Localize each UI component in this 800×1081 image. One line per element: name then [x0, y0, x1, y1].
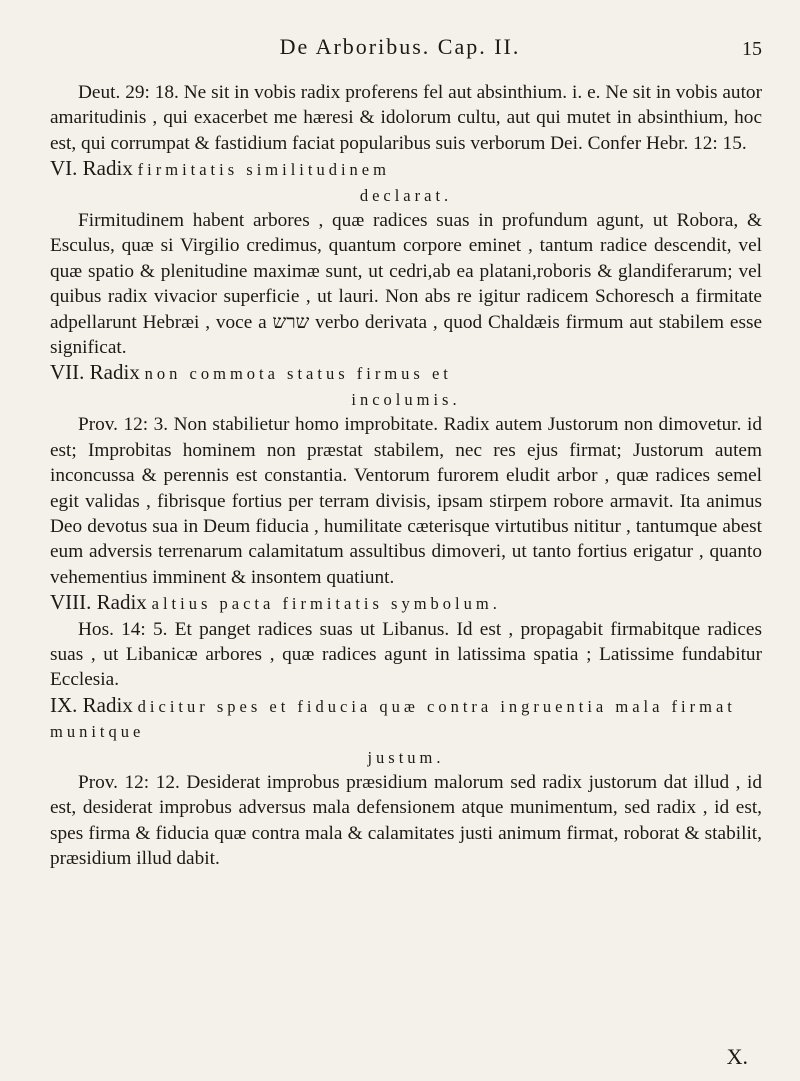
page-number: 15 [742, 38, 762, 60]
section-title-continued: justum. [367, 747, 445, 767]
paragraph-prov-12-3: Prov. 12: 3. Non stabilietur homo improbitate. Radix autem Justorum non dimovetur. id est; Improbitas hominem non præstat stabilem, nec res ejus firmat; Justorum autem inconcussa & perennis est constantia. Ventorum furorem eludit arbor , quæ radices semel egit validas , fibrisque fortius per terram divisis, ipsam stirpem robore armavit. Ita animus Deo devotus sua in Deum fiducia , humilitate cæterisque virtutibus nititur , tantumque abest eum adversis terrenarum calamitatum assultibus dimoveri, ut tanto fortius erigatur , quanto vehementius imminent & insontem quatiunt. [50, 414, 762, 588]
section-title: firmitatis similitudinem [137, 160, 390, 180]
section-title: dicitur spes et fiducia quæ contra ingruentia mala firmat munitque [50, 696, 736, 742]
section-number: VII. Radix [50, 360, 140, 385]
section-number: VIII. Radix [50, 590, 147, 615]
page-header [0, 28, 800, 68]
section-heading-vii [50, 360, 762, 412]
section-heading-ix [50, 693, 762, 770]
section-number: IX. Radix [50, 692, 133, 717]
paragraph-firmitudo: Firmitudinem habent arbores , quæ radices suas in profundum agunt, ut Robora, & Esculus, quæ si Virgilio credimus, quantum corpore eminet , tantum radice descendit, vel quæ spatio & plenitudine maximæ sunt, ut cedri,ab ea platani,roboris & glandiferarum; vel quibus radix vivacior superficie , ut lauri. Non abs re igitur radicem Schoresch a firmitate adpellarunt Hebræi , voce a שרש verbo derivata , quod Chaldæis firmum aut stabilem esse significat. [50, 210, 763, 359]
page-body [50, 80, 762, 872]
section-title-continued: incolumis. [351, 389, 461, 409]
catchword: X. [726, 1044, 748, 1069]
section-title: non commota status firmus et [144, 364, 452, 384]
section-heading-vi [50, 156, 762, 208]
paragraph-hos-14-5: Hos. 14: 5. Et panget radices suas ut Libanus. Id est , propagabit firmabitque radices suas , ut Libanicæ arbores , quæ radices agunt in latissima spatia ; Latissime fundabitur Ecclesia. [50, 618, 762, 691]
paragraph-deut: Deut. 29: 18. Ne sit in vobis radix proferens fel aut absinthium. i. e. Ne sit in vobis autor amaritudinis , qui exacerbet me hæresi & idolorum cultu, aut qui mutet in absinthium, hoc est, qui corrumpat & fastidium faciat popularibus suis verborum Dei. Confer Hebr. 12: 15. [50, 82, 762, 154]
section-heading-viii [50, 590, 762, 616]
running-head: De Arboribus. Cap. II. [279, 34, 521, 59]
paragraph-prov-12-12: Prov. 12: 12. Desiderat improbus præsidium malorum sed radix justorum dat illud , id est, desiderat improbus adversus mala defensionem atque munimentum, sed radix , id est, spes firma & fiducia quæ contra mala & calamitates justi animum firmat, roborat & stabilit, præsidium illud dabit. [50, 771, 762, 870]
section-title: altius pacta firmitatis symbolum. [151, 594, 501, 614]
section-title-continued: declarat. [359, 185, 453, 205]
section-number: VI. Radix [50, 156, 133, 181]
